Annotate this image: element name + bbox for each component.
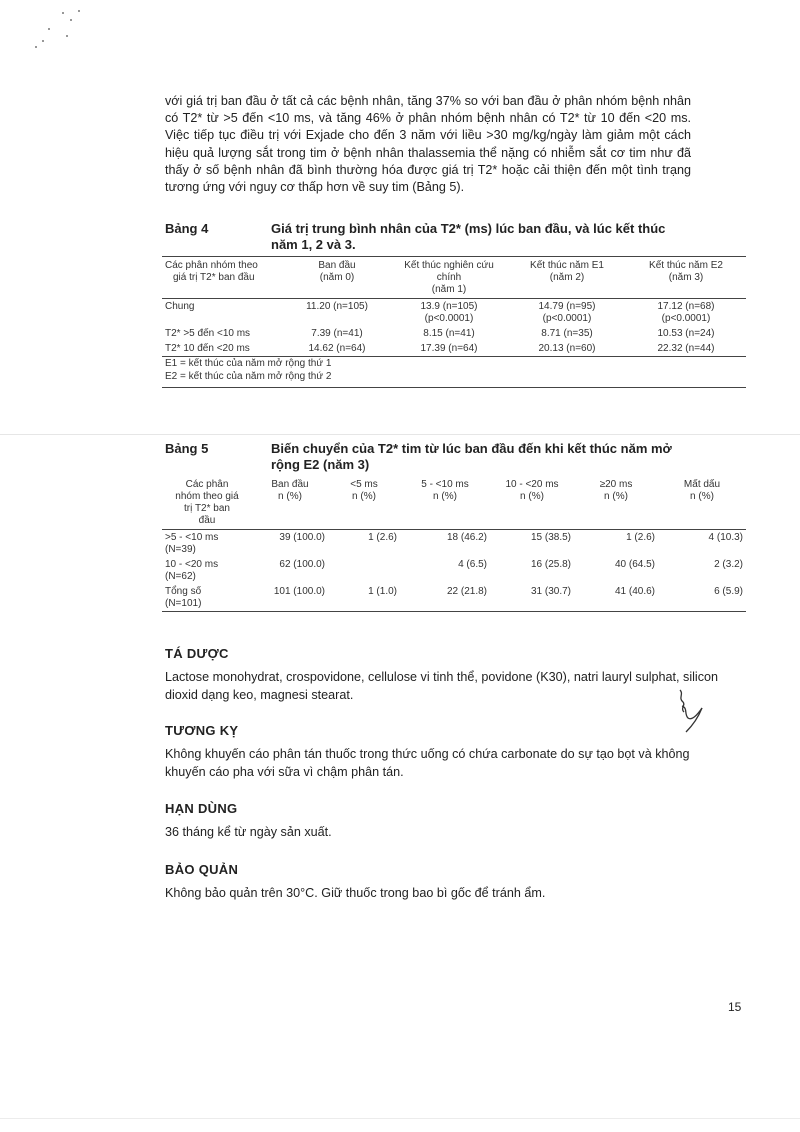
shelf-life-heading: HẠN DÙNG bbox=[165, 801, 238, 816]
table5-header-group: Các phân nhóm theo giá trị T2* ban đầu bbox=[162, 476, 252, 530]
cell-5-10: 22 (21.8) bbox=[400, 584, 490, 612]
table4-header-year2: Kết thúc năm E1 (năm 2) bbox=[508, 257, 626, 299]
table5-caption bbox=[165, 441, 695, 473]
table5-title: Biến chuyển của T2* tim từ lúc ban đầu đến khi kết thúc năm mở rộng E2 (năm 3) bbox=[271, 441, 672, 472]
cell-baseline: 7.39 (n=41) bbox=[311, 328, 363, 339]
cell-10-20: 31 (30.7) bbox=[490, 584, 574, 612]
cell-baseline: 14.62 (n=64) bbox=[284, 341, 390, 357]
table5-header-5-10: 5 - <10 ms n (%) bbox=[400, 476, 490, 530]
cell-year2: 8.71 (n=35) bbox=[541, 328, 593, 339]
cell-baseline: 62 (100.0) bbox=[279, 559, 325, 570]
incompatibilities-heading: TƯƠNG KỴ bbox=[165, 723, 239, 738]
cell-ge20: 41 (40.6) bbox=[574, 584, 658, 612]
intro-paragraph: với giá trị ban đầu ở tất cả các bệnh nhân, tăng 37% so với ban đầu ở phân nhóm bệnh nhân có T2* từ >5 đến <10 ms, và tăng 46% ở phân nhóm bệnh nhân có T2* từ 10 đến <20 ms. Việc tiếp tục điều trị với Exjade cho đến 3 năm với liều >30 mg/kg/ngày làm giảm một cách hiệu quả lượng sắt trong tim ở bệnh nhân thalassemia thể nặng có nhiễm sắt cơ tim như đã thấy ở số bệnh nhân đã bình thường hóa được giá trị T2* hoặc cải thiện đến một tình trạng tương ứng với nguy cơ thấp hơn về suy tim (Bảng 5). bbox=[165, 94, 691, 195]
table4-header-year1: Kết thúc nghiên cứu chính (năm 1) bbox=[390, 257, 508, 299]
cell-baseline: 39 (100.0) bbox=[279, 532, 325, 543]
row-group-label: Tổng số (N=101) bbox=[162, 584, 252, 612]
cell-ge20: 1 (2.6) bbox=[626, 532, 655, 543]
handwritten-initials bbox=[672, 688, 712, 736]
table-row bbox=[162, 326, 746, 341]
table5 bbox=[162, 476, 746, 612]
table4-header-baseline: Ban đầu (năm 0) bbox=[284, 257, 390, 299]
cell-year3: 10.53 (n=24) bbox=[657, 328, 715, 339]
cell-lt5 bbox=[328, 557, 400, 584]
cell-baseline: 101 (100.0) bbox=[252, 584, 328, 612]
table5-header-row bbox=[162, 476, 746, 530]
excipients-heading: TÁ DƯỢC bbox=[165, 646, 229, 661]
table4-title: Giá trị trung bình nhân của T2* (ms) lúc ban đầu, và lúc kết thúc năm 1, 2 và 3. bbox=[271, 221, 666, 252]
table4 bbox=[162, 256, 746, 388]
cell-lost: 6 (5.9) bbox=[658, 584, 746, 612]
table-row bbox=[162, 299, 746, 327]
table5-label: Bảng 5 bbox=[165, 441, 209, 456]
table-row bbox=[162, 557, 746, 584]
cell-year3: 17.12 (n=68) (p<0.0001) bbox=[657, 301, 715, 324]
cell-10-20: 16 (25.8) bbox=[530, 559, 571, 570]
row-group-label: T2* >5 đến <10 ms bbox=[165, 328, 251, 339]
table5-header-lt5: <5 ms n (%) bbox=[328, 476, 400, 530]
table5-header-ge20: ≥20 ms n (%) bbox=[574, 476, 658, 530]
row-group-label: Chung bbox=[165, 301, 195, 312]
table4-header-group: Các phân nhóm theo giá trị T2* ban đầu bbox=[162, 257, 284, 299]
cell-year1: 13.9 (n=105) (p<0.0001) bbox=[420, 301, 478, 324]
cell-year2: 14.79 (n=95) (p<0.0001) bbox=[538, 301, 596, 324]
page-number: 15 bbox=[728, 1000, 742, 1014]
row-group-label: T2* 10 đến <20 ms bbox=[162, 341, 284, 357]
row-group-label: >5 - <10 ms (N=39) bbox=[165, 532, 219, 555]
incompatibilities-text: Không khuyến cáo phân tán thuốc trong thức uống có chứa carbonate do sự tạo bọt và không khuyến cáo pha với sữa vì chậm phân tán. bbox=[165, 747, 690, 779]
cell-baseline: 11.20 (n=105) bbox=[306, 301, 368, 312]
cell-5-10: 18 (46.2) bbox=[446, 532, 487, 543]
storage-heading: BẢO QUẢN bbox=[165, 862, 239, 877]
table-row bbox=[162, 341, 746, 357]
table4-label: Bảng 4 bbox=[165, 221, 209, 236]
row-group-label: 10 - <20 ms (N=62) bbox=[165, 559, 219, 582]
table4-header-row bbox=[162, 257, 746, 299]
cell-year1: 8.15 (n=41) bbox=[423, 328, 475, 339]
table4-note: E2 = kết thúc của năm mở rộng thứ 2 bbox=[162, 370, 746, 388]
scan-bottom-edge bbox=[0, 1118, 800, 1119]
table5-header-lost: Mất dấu n (%) bbox=[658, 476, 746, 530]
cell-ge20: 40 (64.5) bbox=[614, 559, 655, 570]
cell-year1: 17.39 (n=64) bbox=[390, 341, 508, 357]
cell-5-10: 4 (6.5) bbox=[458, 559, 487, 570]
storage-text: Không bảo quản trên 30°C. Giữ thuốc trong bao bì gốc để tránh ẩm. bbox=[165, 886, 546, 900]
table-row bbox=[162, 584, 746, 612]
cell-lost: 2 (3.2) bbox=[714, 559, 743, 570]
table-row bbox=[162, 530, 746, 558]
table4-header-year3: Kết thúc năm E2 (năm 3) bbox=[626, 257, 746, 299]
cell-lt5: 1 (1.0) bbox=[328, 584, 400, 612]
cell-year2: 20.13 (n=60) bbox=[508, 341, 626, 357]
shelf-life-text: 36 tháng kể từ ngày sản xuất. bbox=[165, 825, 332, 839]
table4-note: E1 = kết thúc của năm mở rộng thứ 1 bbox=[165, 358, 332, 369]
table5-header-baseline: Ban đầu n (%) bbox=[252, 476, 328, 530]
table5-header-10-20: 10 - <20 ms n (%) bbox=[490, 476, 574, 530]
scan-divider bbox=[0, 434, 800, 435]
excipients-text: Lactose monohydrat, crospovidone, cellulose vi tinh thể, povidone (K30), natri lauryl sulphat, silicon dioxid dạng keo, magnesi stearat. bbox=[165, 670, 719, 702]
cell-year3: 22.32 (n=44) bbox=[626, 341, 746, 357]
table4-caption bbox=[165, 221, 695, 253]
cell-10-20: 15 (38.5) bbox=[530, 532, 571, 543]
cell-lost: 4 (10.3) bbox=[708, 532, 743, 543]
cell-lt5: 1 (2.6) bbox=[368, 532, 397, 543]
